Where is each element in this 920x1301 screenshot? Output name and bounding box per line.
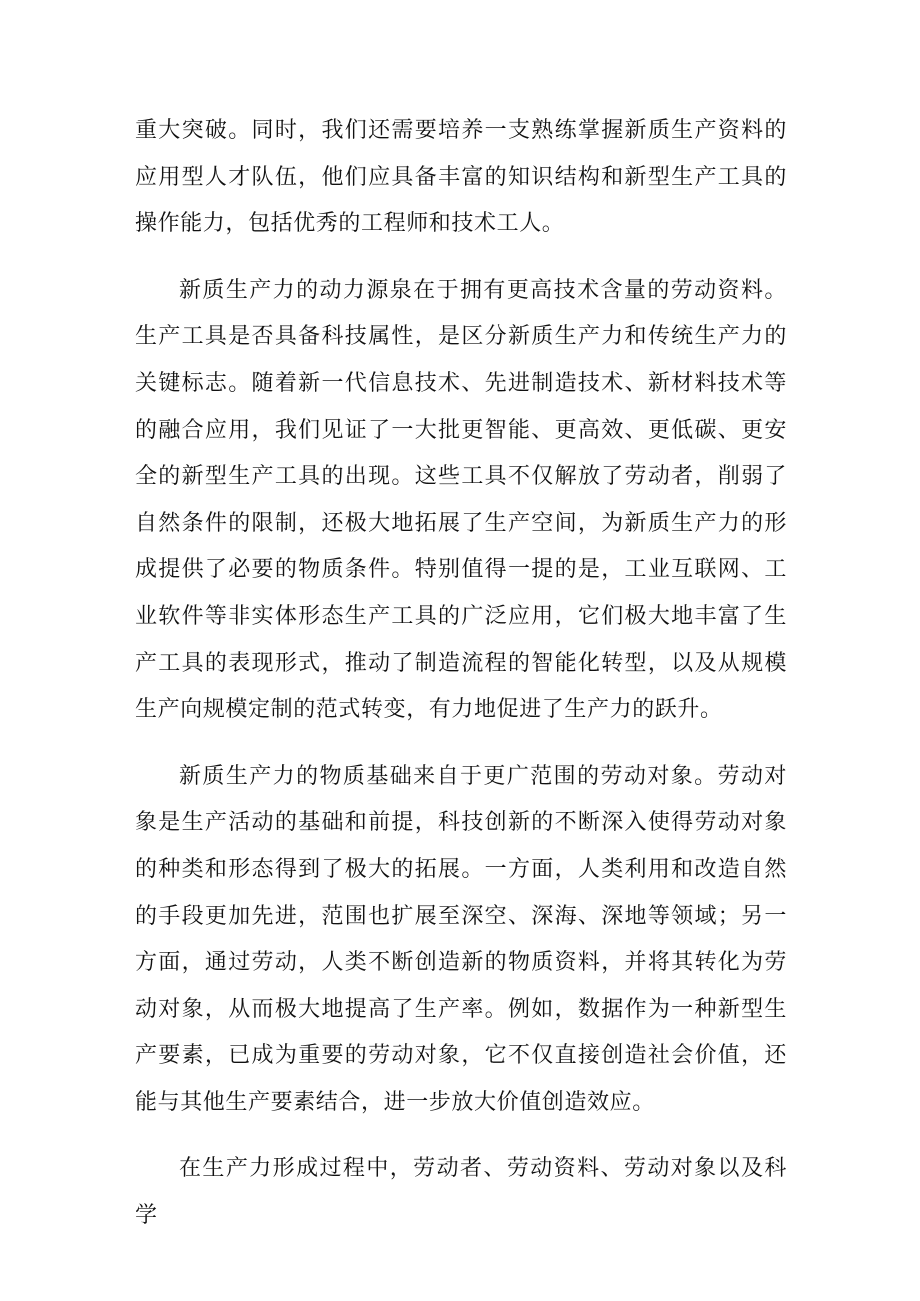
paragraph-labor-objects: 新质生产力的物质基础来自于更广范围的劳动对象。劳动对象是生产活动的基础和前提，科技创新的不断深入使得劳动对象的种类和形态得到了极大的拓展。一方面，人类利用和改造自然的手段更加先进，范围也扩展至深空、深海、深地等领域；另一方面，通过劳动，人类不断创造新的物质资料，并将其转化为劳动对象，从而极大地提高了生产率。例如，数据作为一种新型生产要素，已成为重要的劳动对象，它不仅直接创造社会价值，还能与其他生产要素结合，进一步放大价值创造效应。 <box>135 763 787 1115</box>
paragraph-labor-materials: 新质生产力的动力源泉在于拥有更高技术含量的劳动资料。生产工具是否具备科技属性，是区分新质生产力和传统生产力的关键标志。随着新一代信息技术、先进制造技术、新材料技术等的融合应用，我们见证了一大批更智能、更高效、更低碳、更安全的新型生产工具的出现。这些工具不仅解放了劳动者，削弱了自然条件的限制，还极大地拓展了生产空间，为新质生产力的形成提供了必要的物质条件。特别值得一提的是，工业互联网、工业软件等非实体形态生产工具的广泛应用，它们极大地丰富了生产工具的表现形式，推动了制造流程的智能化转型，以及从规模生产向规模定制的范式转变，有力地促进了生产力的跃升。 <box>135 277 787 723</box>
paragraph-productivity-formation: 在生产力形成过程中，劳动者、劳动资料、劳动对象以及科学 <box>135 1156 787 1229</box>
paragraph-continued: 重大突破。同时，我们还需要培养一支熟练掌握新质生产资料的应用型人才队伍，他们应具备丰富的知识结构和新型生产工具的操作能力，包括优秀的工程师和技术工人。 <box>135 118 787 237</box>
document-body <box>135 108 787 1260</box>
